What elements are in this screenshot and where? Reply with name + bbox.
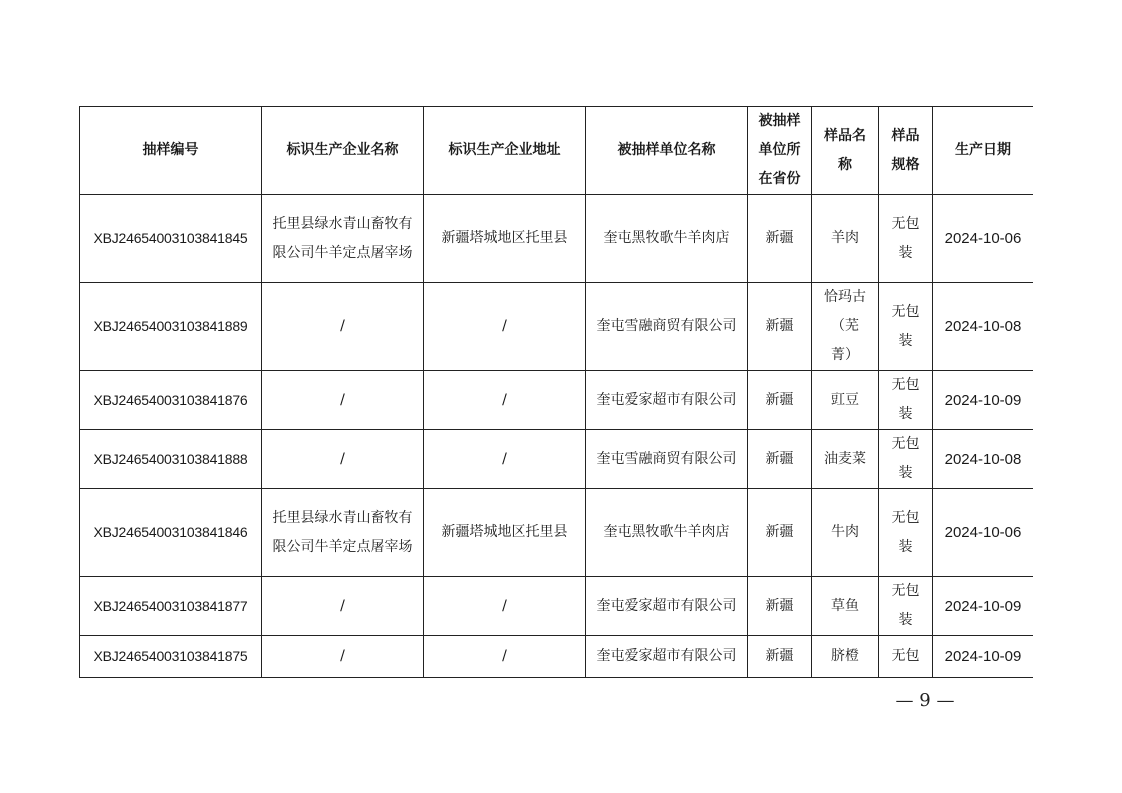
cell-producer-name: 托里县绿水青山畜牧有限公司牛羊定点屠宰场 xyxy=(262,489,424,577)
cell-code: XBJ24654003103841876 xyxy=(80,371,262,430)
cell-province: 新疆 xyxy=(748,577,812,636)
cell-date: 2024-10-06 xyxy=(933,489,1034,577)
cell-sample-name: 牛肉 xyxy=(812,489,879,577)
cell-date: 2024-10-06 xyxy=(933,195,1034,283)
cell-producer-address: / xyxy=(424,636,586,678)
cell-code: XBJ24654003103841845 xyxy=(80,195,262,283)
cell-date: 2024-10-08 xyxy=(933,430,1034,489)
header-producer-name: 标识生产企业名称 xyxy=(262,107,424,195)
cell-province: 新疆 xyxy=(748,489,812,577)
cell-code: XBJ24654003103841846 xyxy=(80,489,262,577)
table-row xyxy=(80,489,1034,577)
cell-spec: 无包装 xyxy=(879,371,933,430)
cell-producer-name: / xyxy=(262,577,424,636)
cell-date: 2024-10-09 xyxy=(933,577,1034,636)
cell-sampled-unit: 奎屯黑牧歌牛羊肉店 xyxy=(586,195,748,283)
cell-producer-address: 新疆塔城地区托里县 xyxy=(424,195,586,283)
cell-sampled-unit: 奎屯爱家超市有限公司 xyxy=(586,636,748,678)
cell-producer-address: / xyxy=(424,283,586,371)
cell-code: XBJ24654003103841877 xyxy=(80,577,262,636)
cell-date: 2024-10-08 xyxy=(933,283,1034,371)
cell-sample-name: 恰玛古（芜菁） xyxy=(812,283,879,371)
header-sampled-unit: 被抽样单位名称 xyxy=(586,107,748,195)
cell-producer-name: 托里县绿水青山畜牧有限公司牛羊定点屠宰场 xyxy=(262,195,424,283)
cell-spec: 无包装 xyxy=(879,489,933,577)
cell-date: 2024-10-09 xyxy=(933,371,1034,430)
cell-sampled-unit: 奎屯爱家超市有限公司 xyxy=(586,577,748,636)
sampling-table xyxy=(79,106,1033,678)
cell-spec: 无包装 xyxy=(879,195,933,283)
table-row xyxy=(80,430,1034,489)
cell-province: 新疆 xyxy=(748,195,812,283)
table-row xyxy=(80,371,1034,430)
cell-sample-name: 羊肉 xyxy=(812,195,879,283)
header-spec: 样品规格 xyxy=(879,107,933,195)
cell-producer-name: / xyxy=(262,430,424,489)
table-row xyxy=(80,636,1034,678)
header-code: 抽样编号 xyxy=(80,107,262,195)
header-row xyxy=(80,107,1034,195)
page-number: — 9 — xyxy=(895,690,955,711)
cell-sampled-unit: 奎屯爱家超市有限公司 xyxy=(586,371,748,430)
cell-province: 新疆 xyxy=(748,636,812,678)
cell-producer-name: / xyxy=(262,636,424,678)
cell-spec: 无包装 xyxy=(879,577,933,636)
header-date: 生产日期 xyxy=(933,107,1034,195)
cell-sample-name: 草鱼 xyxy=(812,577,879,636)
sampling-table-container xyxy=(79,106,1033,681)
cell-sampled-unit: 奎屯黑牧歌牛羊肉店 xyxy=(586,489,748,577)
table-row xyxy=(80,195,1034,283)
header-sample-name: 样品名称 xyxy=(812,107,879,195)
cell-code: XBJ24654003103841889 xyxy=(80,283,262,371)
cell-code: XBJ24654003103841888 xyxy=(80,430,262,489)
table-row xyxy=(80,283,1034,371)
cell-spec: 无包装 xyxy=(879,283,933,371)
cell-sample-name: 油麦菜 xyxy=(812,430,879,489)
cell-sample-name: 豇豆 xyxy=(812,371,879,430)
cell-producer-name: / xyxy=(262,283,424,371)
cell-date: 2024-10-09 xyxy=(933,636,1034,678)
cell-sample-name: 脐橙 xyxy=(812,636,879,678)
cell-sampled-unit: 奎屯雪融商贸有限公司 xyxy=(586,430,748,489)
cell-producer-address: / xyxy=(424,430,586,489)
cell-producer-address: / xyxy=(424,577,586,636)
cell-spec: 无包装 xyxy=(879,430,933,489)
cell-producer-address: 新疆塔城地区托里县 xyxy=(424,489,586,577)
cell-province: 新疆 xyxy=(748,371,812,430)
cell-producer-address: / xyxy=(424,371,586,430)
header-producer-address: 标识生产企业地址 xyxy=(424,107,586,195)
table-row xyxy=(80,577,1034,636)
cell-province: 新疆 xyxy=(748,430,812,489)
cell-sampled-unit: 奎屯雪融商贸有限公司 xyxy=(586,283,748,371)
cell-code: XBJ24654003103841875 xyxy=(80,636,262,678)
cell-producer-name: / xyxy=(262,371,424,430)
header-province: 被抽样单位所在省份 xyxy=(748,107,812,195)
cell-province: 新疆 xyxy=(748,283,812,371)
cell-spec: 无包 xyxy=(879,636,933,678)
